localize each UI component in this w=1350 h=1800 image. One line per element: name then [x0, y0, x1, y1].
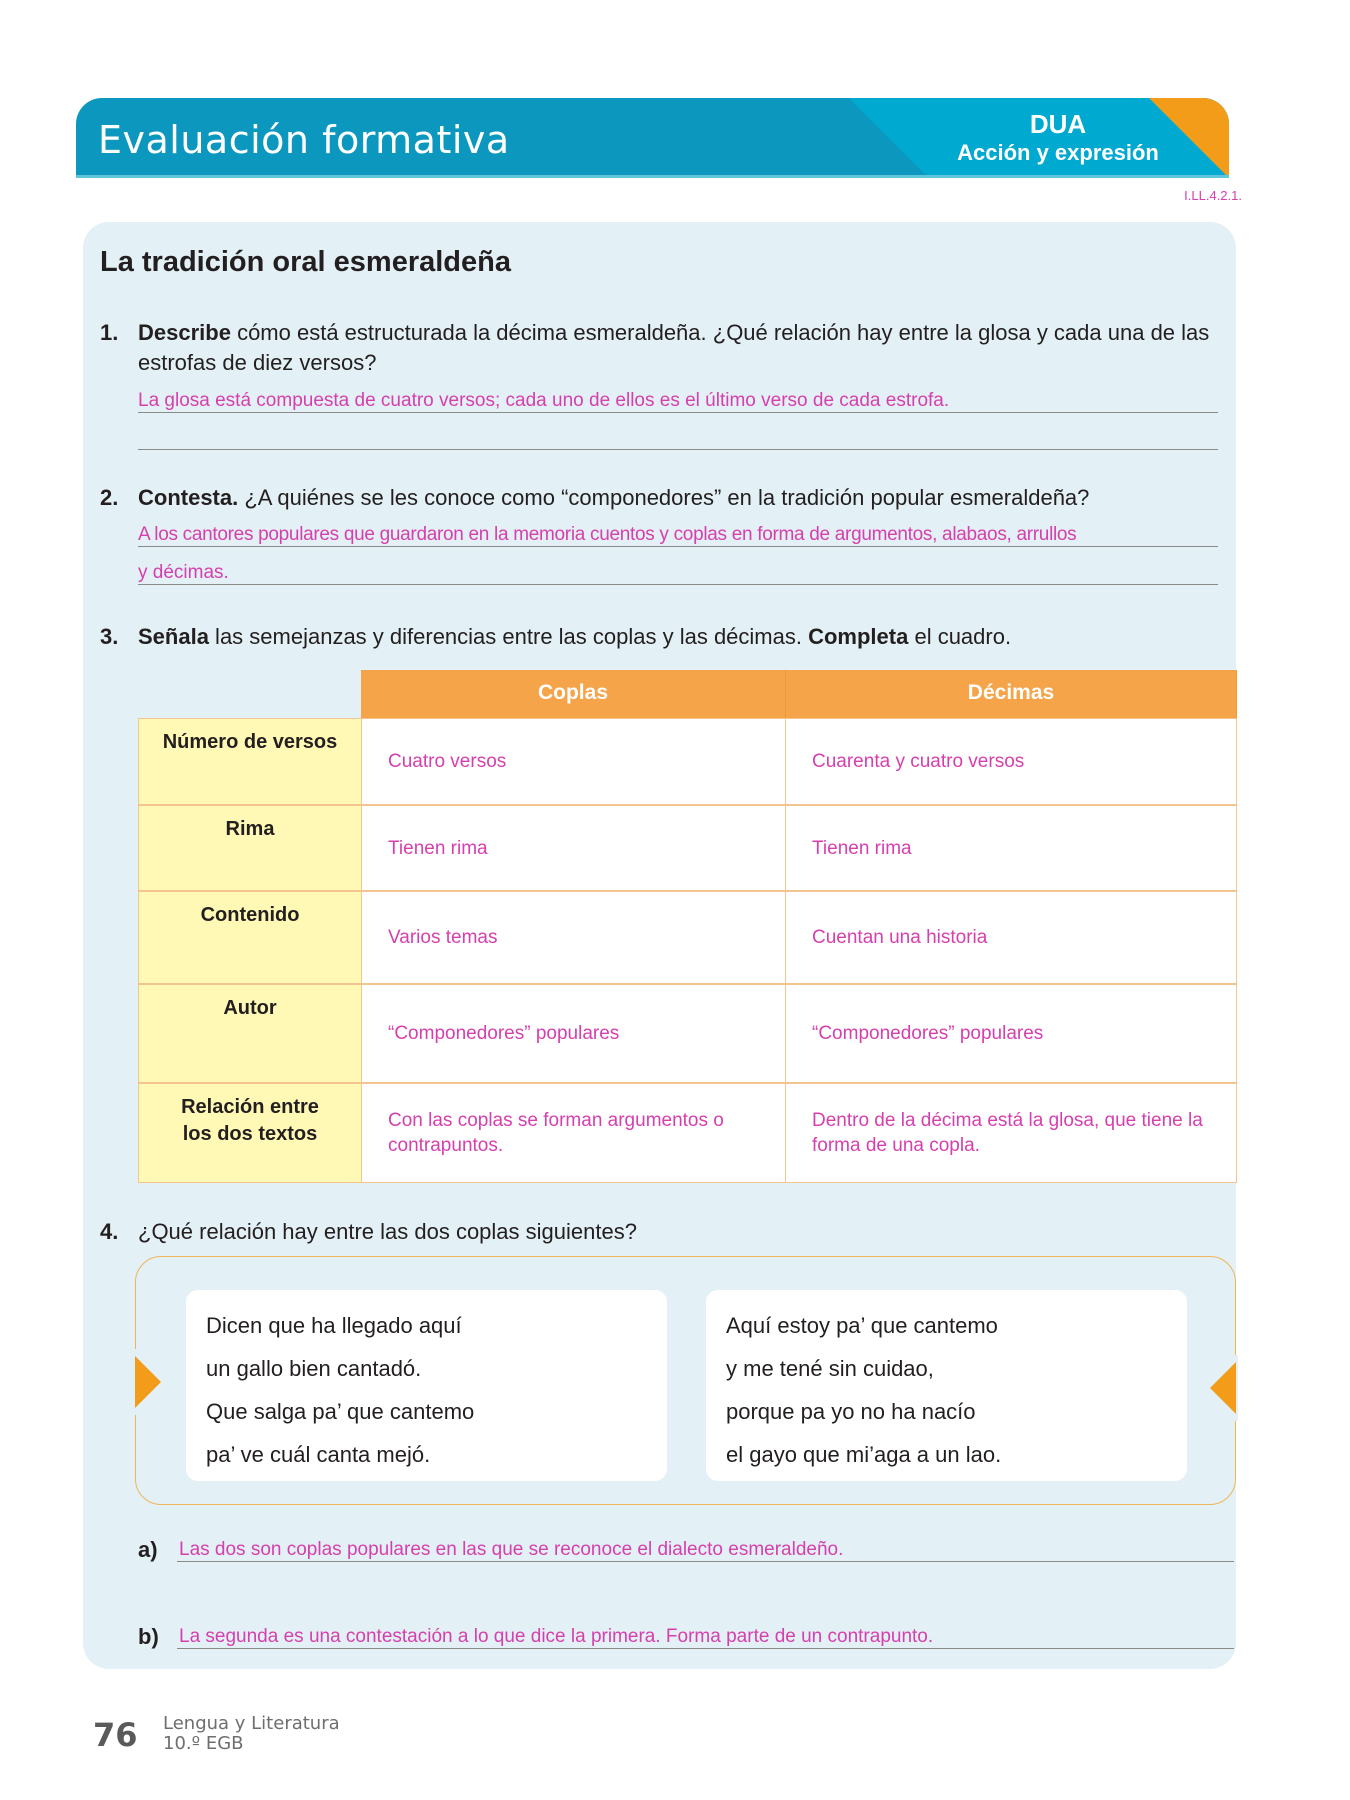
q3-text2: el cuadro.	[908, 624, 1012, 649]
header-bar	[76, 98, 1229, 178]
header-title: Evaluación formativa	[98, 118, 510, 162]
q2-answer-rule1	[138, 546, 1218, 547]
copla-2-line: el gayo que mi’aga a un lao.	[726, 1442, 1002, 1467]
table-row-label: Número de versos	[138, 718, 361, 805]
copla-2-line: y me tené sin cuidao,	[726, 1356, 934, 1381]
arrow-right-icon	[135, 1356, 161, 1408]
q4-number: 4.	[100, 1219, 119, 1244]
q2-answer-rule2	[138, 584, 1218, 585]
table-cell-coplas[interactable]: Varios temas	[361, 891, 786, 984]
arrow-left-icon	[1210, 1362, 1236, 1414]
table-cell-decimas[interactable]: “Componedores” populares	[786, 984, 1237, 1083]
q1-answer-rule1	[138, 412, 1218, 413]
q1-answer-rule2	[138, 449, 1218, 450]
table-cell-decimas[interactable]: Tienen rima	[786, 805, 1237, 891]
q4-sub-b-label: b)	[138, 1624, 159, 1649]
q1-number: 1.	[100, 320, 119, 345]
copla-2-line: porque pa yo no ha nacío	[726, 1399, 976, 1424]
q3-verb2: Completa	[808, 624, 909, 649]
section-title: La tradición oral esmeraldeña	[100, 246, 511, 278]
q4-prompt: ¿Qué relación hay entre las dos coplas siguientes?	[138, 1219, 637, 1244]
copla-2	[706, 1290, 1187, 1481]
q1-verb: Describe	[138, 320, 231, 345]
table-cell-decimas[interactable]: Dentro de la décima está la glosa, que tiene la forma de una copla.	[786, 1083, 1237, 1183]
table-row-label: Rima	[138, 805, 361, 891]
table-cell-coplas[interactable]: Con las coplas se forman argumentos o contrapuntos.	[361, 1083, 786, 1183]
q2-verb: Contesta.	[138, 485, 239, 510]
dua-subtitle: Acción y expresión	[957, 140, 1159, 165]
q2-number: 2.	[100, 485, 119, 510]
table-cell-decimas[interactable]: Cuarenta y cuatro versos	[786, 718, 1237, 805]
q3-verb1: Señala	[138, 624, 209, 649]
footer-subject: Lengua y Literatura	[163, 1713, 340, 1734]
dua-title: DUA	[1029, 109, 1087, 139]
q1-text-line1: cómo está estructurada la décima esmeraldeña. ¿Qué relación hay entre la glosa y cada una de las	[230, 320, 1210, 345]
q2-prompt	[138, 483, 1238, 513]
q3-text1: las semejanzas y diferencias entre las coplas y las décimas.	[208, 624, 809, 649]
copla-1-line: Dicen que ha llegado aquí	[206, 1313, 462, 1338]
q1-text-line2: estrofas de diez versos?	[138, 350, 377, 375]
table-cell-coplas[interactable]: Tienen rima	[361, 805, 786, 891]
q4-sub-b-answer[interactable]: La segunda es una contestación a lo que dice la primera. Forma parte de un contrapunto.	[179, 1626, 934, 1647]
table-cell-decimas[interactable]: Cuentan una historia	[786, 891, 1237, 984]
q3-prompt	[138, 622, 1238, 652]
q1-answer-line1[interactable]: La glosa está compuesta de cuatro versos; cada uno de ellos es el último verso de cada estrofa.	[138, 390, 950, 411]
q2-text: ¿A quiénes se les conoce como “componedores” en la tradición popular esmeraldeña?	[238, 485, 1090, 510]
page-number: 76	[93, 1716, 138, 1754]
table-row-label: Autor	[138, 984, 361, 1083]
q2-answer-line2[interactable]: y décimas.	[138, 562, 229, 583]
footer-grade: 10.º EGB	[163, 1733, 244, 1754]
skill-code: I.LL.4.2.1.	[1184, 188, 1242, 203]
copla-1-line: un gallo bien cantadó.	[206, 1356, 422, 1381]
table-cell-coplas[interactable]: Cuatro versos	[361, 718, 786, 805]
table-cell-coplas[interactable]: “Componedores” populares	[361, 984, 786, 1083]
copla-2-line: Aquí estoy pa’ que cantemo	[726, 1313, 998, 1338]
q4-sub-a-rule	[177, 1561, 1234, 1562]
table-row-label: Contenido	[138, 891, 361, 984]
table-header-decimas: Décimas	[786, 670, 1237, 718]
q2-answer-line1[interactable]: A los cantores populares que guardaron en la memoria cuentos y coplas en forma de argumentos, alabaos, arrullos	[138, 524, 1077, 545]
q4-sub-b-rule	[177, 1648, 1234, 1649]
q4-sub-a-label: a)	[138, 1537, 158, 1562]
copla-1-line: pa’ ve cuál canta mejó.	[206, 1442, 431, 1467]
q3-number: 3.	[100, 624, 119, 649]
copla-1	[186, 1290, 667, 1481]
table-header-coplas: Coplas	[361, 670, 786, 718]
copla-1-line: Que salga pa’ que cantemo	[206, 1399, 475, 1424]
table-row-label: Relación entre los dos textos	[138, 1083, 361, 1183]
q1-prompt	[138, 318, 1238, 348]
q4-sub-a-answer[interactable]: Las dos son coplas populares en las que se reconoce el dialecto esmeraldeño.	[179, 1539, 844, 1560]
